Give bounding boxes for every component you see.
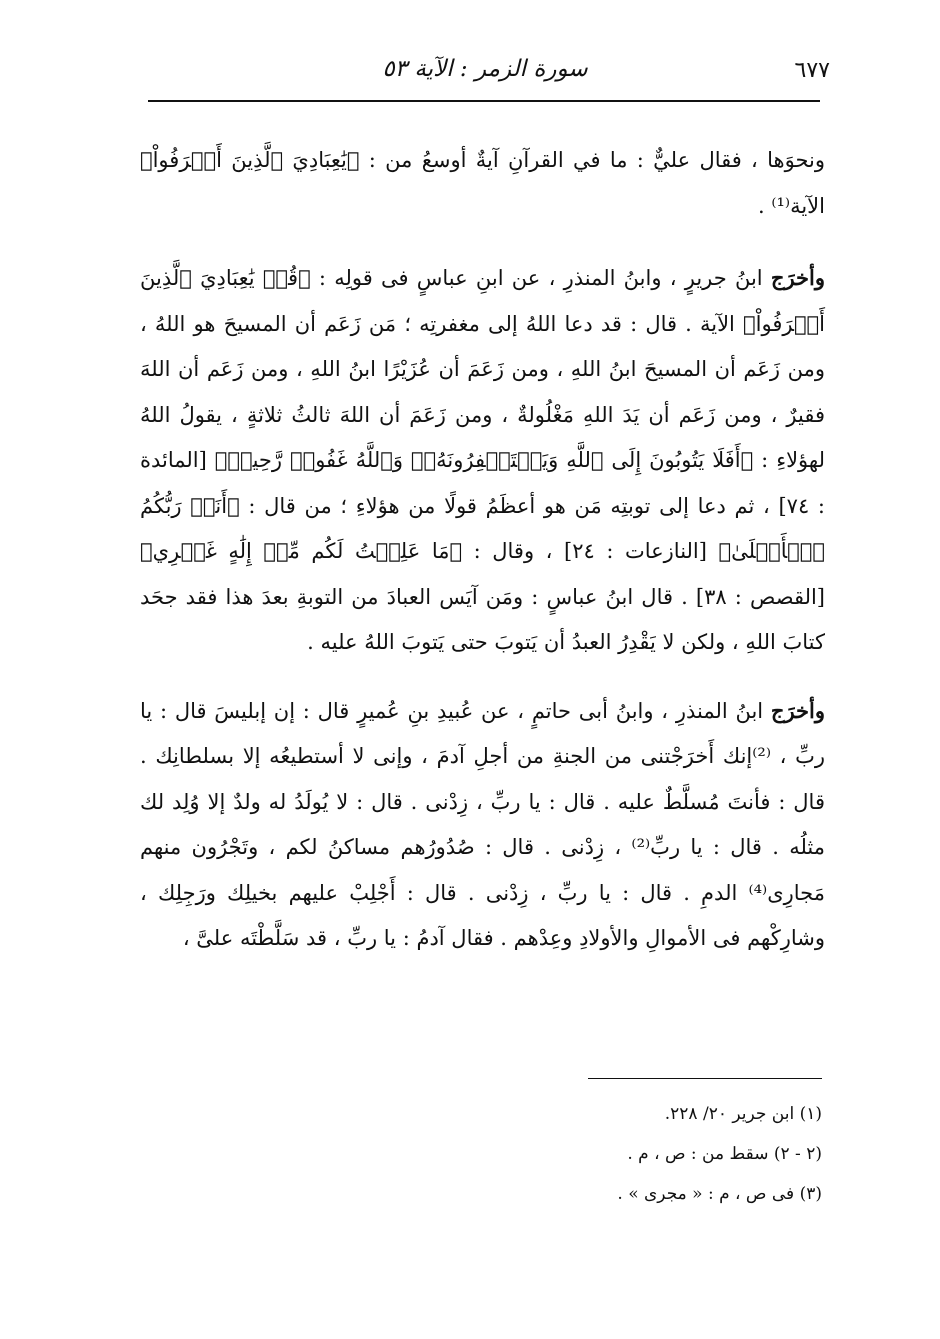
paragraph-2-lead: وأخرَج [770,265,825,290]
footnote-rule [588,1078,822,1079]
paragraph-1: ونحوَها ، فقال عليٌّ : ما في القرآنِ آيةٌ أوسعُ من : ﴿يَٰعِبَادِيَ ٱلَّذِينَ أَسۡرَفُواْ﴾ الآية⁽¹⁾ . [140,148,825,218]
paragraph-3-text: ابنُ المنذرِ ، وابنُ أبى حاتمٍ ، عن عُبيدِ بنِ عُميرٍ قال : إن إبليسَ قال : يا ربِّ ، ⁽²⁾إنك أَخرَجْتنى من الجنةِ من أجلِ آدمَ ، وإنى لا أستطيعُه إلا بسلطانِك . قال : فأنتَ مُسلَّطٌ عليه . قال : يا ربِّ ، زِدْنى . قال : لا يُولَدُ له ولدٌ إلا وُلِد لك مثلُه . قال : يا ربِّ⁽²⁾ ، زِدْنى . قال : صُدُورُهم مساكنُ لكم ، وتَجْرُون منهم مَجارِى⁽⁴⁾ الدمِ . قال : يا ربِّ ، زِدْنى . قال : أَجْلِبْ عليهم بخيلِك ورَجِلِك ، وشارِكْهم فى الأموالِ والأولادِ وعِدْهم . فقال آدمُ : يا ربِّ ، قد سَلَّطْتَه علىَّ ، [140,698,825,950]
header-rule [148,100,820,102]
paragraph-2 [140,255,825,666]
footnote-2: (٢ - ٢) سقط من : ص ، م . [627,1144,822,1164]
page-header [150,52,830,92]
main-text [140,138,825,962]
footnote-1: (١) ابن جرير ٢٠/ ٢٢٨. [664,1104,822,1124]
paragraph-3 [140,688,825,962]
running-title: سورة الزمر : الآية ٥٣ [382,56,588,82]
paragraph-2-text: ابنُ جريرٍ ، وابنُ المنذرِ ، عن ابنِ عباسٍ فى قولِه : ﴿قُلۡ يَٰعِبَادِيَ ٱلَّذِينَ أَسۡرَفُواْ﴾ الآية . قال : قد دعا اللهُ إلى مغفرتِه ؛ مَن زَعَم أن المسيحَ هو اللهُ ، ومن زَعَم أن المسيحَ ابنُ اللهِ ، ومن زَعَمَ أن عُزَيْرًا ابنُ اللهِ ، ومن زَعَم أن اللهَ فقيرٌ ، ومن زَعَم أن يَدَ اللهِ مَغْلُولةٌ ، ومن زَعَمَ أن اللهَ ثالثُ ثلاثةٍ ، يقولُ اللهُ لهؤلاءِ : ﴿أَفَلَا يَتُوبُونَ إِلَى ٱللَّهِ وَيَسۡتَغۡفِرُونَهُۥۚ وَٱللَّهُ غَفُورٞ رَّحِيمٞ﴾ [المائدة : ٧٤] ، ثم دعا إلى توبتِه مَن هو أعظَمُ قولًا من هؤلاءِ ؛ من قال : ﴿أَنَا۠ رَبُّكُمُ ٱلۡأَعۡلَىٰ﴾ [النازعات : ٢٤] ، وقال : ﴿مَا عَلِمۡتُ لَكُم مِّنۡ إِلَٰهٍ غَيۡرِي﴾ [القصص : ٣٨] . قال ابنُ عباسٍ : ومَن آيَس العبادَ من التوبةِ بعدَ هذا فقد جحَد كتابَ اللهِ ، ولكن لا يَقْدِرُ العبدُ أن يَتوبَ حتى يَتوبَ اللهُ عليه . [140,266,825,654]
page-number: ٦٧٧ [794,58,830,83]
footnote-3: (٣) فى ص ، م : « مجرى » . [617,1184,822,1204]
paragraph-3-lead: وأخرَج [770,697,825,723]
footnotes [300,1094,822,1214]
